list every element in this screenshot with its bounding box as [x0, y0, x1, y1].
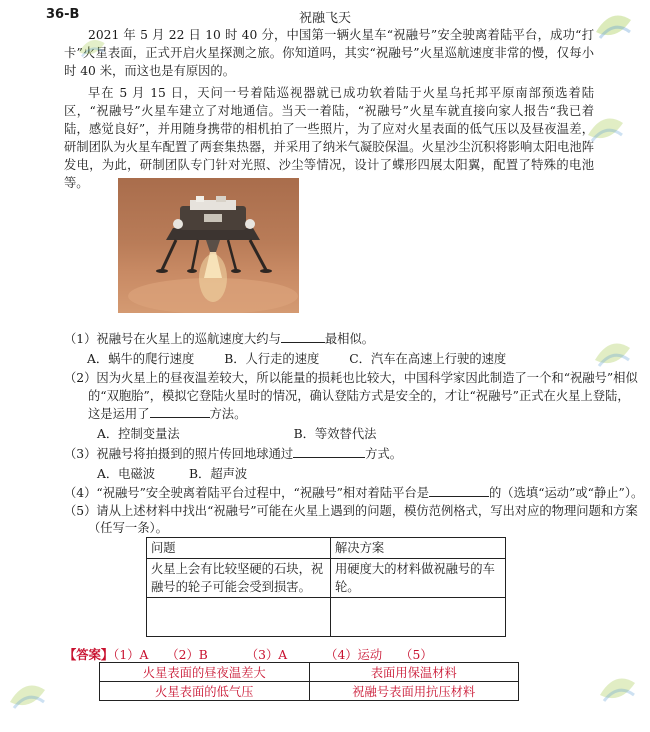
answer-item: （2）B [166, 648, 208, 662]
question-4 [64, 484, 643, 502]
answer-blank-1[interactable] [281, 330, 325, 343]
question-3-suffix: 方式。 [365, 447, 403, 461]
option-1c: C．汽车在高速上行驶的速度 [349, 352, 507, 366]
header-problem: 问题 [147, 538, 331, 559]
answer-blank-2[interactable] [150, 405, 210, 418]
watermark-logo-icon [590, 665, 640, 725]
question-2-text: 这是运用了 [88, 407, 150, 421]
question-number: 36-B [46, 7, 80, 22]
option-1a: A．蜗牛的爬行速度 [87, 352, 195, 366]
example-problem: 火星上会有比较坚硬的石块，祝融号的轮子可能会受到损害。 [147, 559, 331, 598]
answer-table [99, 662, 519, 701]
table-row [147, 559, 506, 598]
answer-solution-cell[interactable] [331, 598, 506, 637]
watermark-logo-icon [578, 105, 628, 165]
passage-paragraph-2: 早在 5 月 15 日，天问一号着陆巡视器就已成功软着陆于火星乌托邦平原南部预选着陆区，“祝融号”火星车建立了对地通信。当天一着陆，“祝融号”火星车就直接向家人报告“我已着陆，感觉良好”，并用随身携带的相机拍了一些照片，为了应对火星表面的低气压以及昼夜温差，研制团队为火星车配置了两套集热器，并采用了纳米气凝胶保温。火星沙尘沉积将影响太阳电池阵发电，为此，研制团队专门针对光照、沙尘等情况，设计了蝶形四展太阳翼，配置了特殊的电池等。 [64, 86, 594, 190]
mars-lander-illustration [118, 178, 299, 313]
answer-blank-4[interactable] [429, 484, 489, 497]
question-1-text: （1）祝融号在火星上的巡航速度大约与 [64, 332, 281, 346]
option-3b: B．超声波 [189, 467, 248, 481]
watermark-logo-icon [70, 30, 110, 74]
watermark-logo-icon [586, 2, 636, 62]
question-3-options [97, 465, 247, 483]
question-5-line-2: （任写一条）。 [88, 521, 168, 535]
question-2-line-3 [88, 405, 246, 423]
header-solution: 解决方案 [331, 538, 506, 559]
table-row [100, 682, 519, 701]
table-row [147, 598, 506, 637]
option-2a: A．控制变量法 [97, 427, 180, 441]
answer-item: （5） [400, 648, 433, 662]
answer-problem-cell[interactable] [147, 598, 331, 637]
question-1-suffix: 最相似。 [324, 332, 375, 346]
page-title: 祝融飞天 [298, 11, 351, 26]
answer-solution: 表面用保温材料 [309, 663, 519, 682]
example-solution: 用硬度大的材料做祝融号的车轮。 [331, 559, 506, 598]
answer-label: 【答案】 [64, 647, 114, 662]
option-2b: B．等效替代法 [293, 427, 377, 441]
answer-problem: 火星表面的低气压 [100, 682, 310, 701]
answer-line [64, 645, 451, 663]
option-1b: B．人行走的速度 [224, 352, 320, 366]
watermark-logo-icon [585, 330, 635, 390]
answer-blank-3[interactable] [293, 445, 365, 458]
option-3a: A．电磁波 [97, 467, 156, 481]
question-4-text: （4）“祝融号”安全驶离着陆平台过程中，“祝融号”相对着陆平台是 [64, 486, 429, 500]
question-1 [64, 330, 374, 348]
answer-problem: 火星表面的昼夜温差大 [100, 663, 310, 682]
watermark-logo-icon [0, 672, 50, 732]
question-2-line-2: 的“双胞胎”，模拟它登陆火星时的情况，确认登陆方式是安全的，才让“祝融号”正式在火星上登陆， [88, 389, 630, 403]
question-3 [64, 445, 402, 463]
question-3-text: （3）祝融号将拍摄到的照片传回地球通过 [64, 447, 294, 461]
answer-solution: 祝融号表面用抗压材料 [309, 682, 519, 701]
table-header-row [147, 538, 506, 559]
question-2-suffix: 方法。 [209, 407, 247, 421]
lander-photo [118, 178, 299, 313]
problem-solution-table [146, 537, 506, 637]
question-1-options [87, 350, 506, 368]
answer-item: （1）A [113, 648, 149, 662]
table-row [100, 663, 519, 682]
question-5-line-1: （5）请从上述材料中找出“祝融号”可能在火星上遇到的问题，模仿范例格式，写出对应的物理问题和方案 [64, 504, 638, 518]
question-2-options [97, 425, 376, 443]
passage-paragraph-1: 2021 年 5 月 22 日 10 时 40 分，中国第一辆火星车“祝融号”安全驶离着陆平台，成功“打卡”火星表面，正式开启火星探测之旅。你知道吗，其实“祝融号”火星巡航速度非常的慢，仅每小时 40 米，而这也是有原因的。 [64, 28, 594, 78]
question-4-suffix: 的（选填“运动”或“静止”）。 [489, 486, 644, 500]
question-2-line-1: （2）因为火星上的昼夜温差较大，所以能量的损耗也比较大，中国科学家因此制造了一个和“祝融号”相似 [64, 371, 638, 385]
answer-item: （3）A [245, 648, 288, 662]
answer-item: （4）运动 [325, 648, 383, 662]
